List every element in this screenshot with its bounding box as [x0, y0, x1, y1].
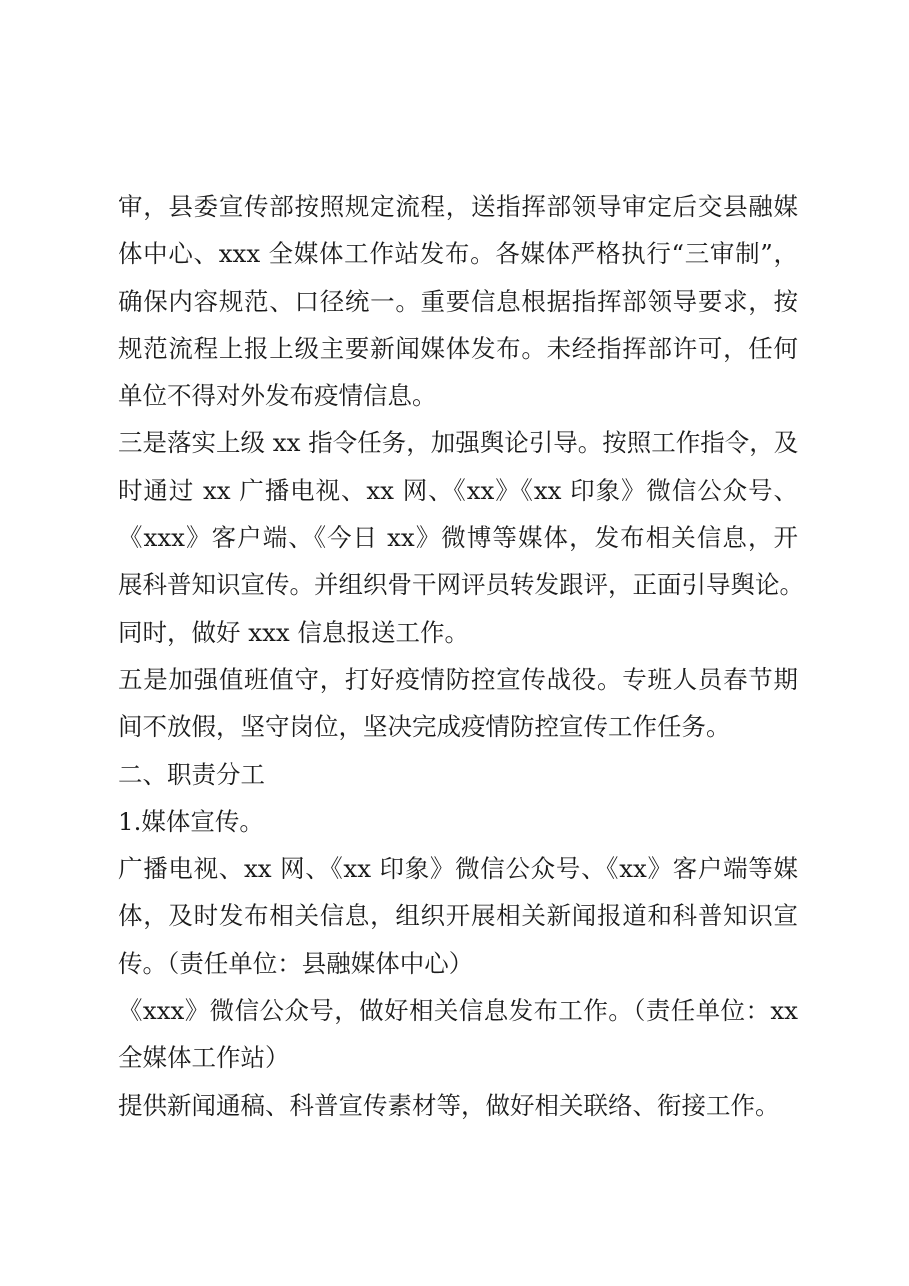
text-line: 规范流程上报上级主要新闻媒体发布。未经指挥部许可，任何	[118, 333, 798, 363]
text-line: 提供新闻通稿、科普宣传素材等，做好相关联络、衔接工作。	[118, 1090, 780, 1120]
text-line: 单位不得对外发布疫情信息。	[118, 381, 437, 411]
text-line: 五是加强值班值守，打好疫情防控宣传战役。专班人员春节期	[118, 664, 798, 694]
text-line: 体，及时发布相关信息，组织开展相关新闻报道和科普知识宣	[118, 901, 798, 931]
text-line: 时通过 xx 广播电视、xx 网、《xx》《xx 印象》微信公众号、	[118, 475, 798, 505]
text-line: 广播电视、xx 网、《xx 印象》微信公众号、《xx》客户端等媒	[118, 854, 798, 884]
text-line: 体中心、xxx 全媒体工作站发布。各媒体严格执行“三审制”，	[118, 239, 798, 269]
text-line: 《xxx》微信公众号，做好相关信息发布工作。（责任单位：xx	[118, 996, 798, 1026]
subsection-heading: 1.媒体宣传。	[118, 806, 264, 836]
section-heading: 二、职责分工	[118, 759, 265, 789]
text-line: 同时，做好 xxx 信息报送工作。	[118, 617, 470, 647]
text-line: 传。（责任单位：县融媒体中心）	[118, 948, 474, 978]
text-line: 展科普知识宣传。并组织骨干网评员转发跟评，正面引导舆论。	[118, 570, 804, 600]
text-line: 确保内容规范、口径统一。重要信息根据指挥部领导要求，按	[118, 286, 798, 316]
text-line: 《xxx》客户端、《今日 xx》微博等媒体，发布相关信息，开	[118, 523, 798, 553]
text-line: 全媒体工作站）	[118, 1043, 290, 1073]
document-body	[118, 183, 804, 1129]
text-line: 审，县委宣传部按照规定流程，送指挥部领导审定后交县融媒	[118, 192, 798, 221]
text-line: 三是落实上级 xx 指令任务，加强舆论引导。按照工作指令，及	[118, 428, 799, 458]
text-line: 间不放假，坚守岗位，坚决完成疫情防控宣传工作任务。	[118, 712, 731, 742]
